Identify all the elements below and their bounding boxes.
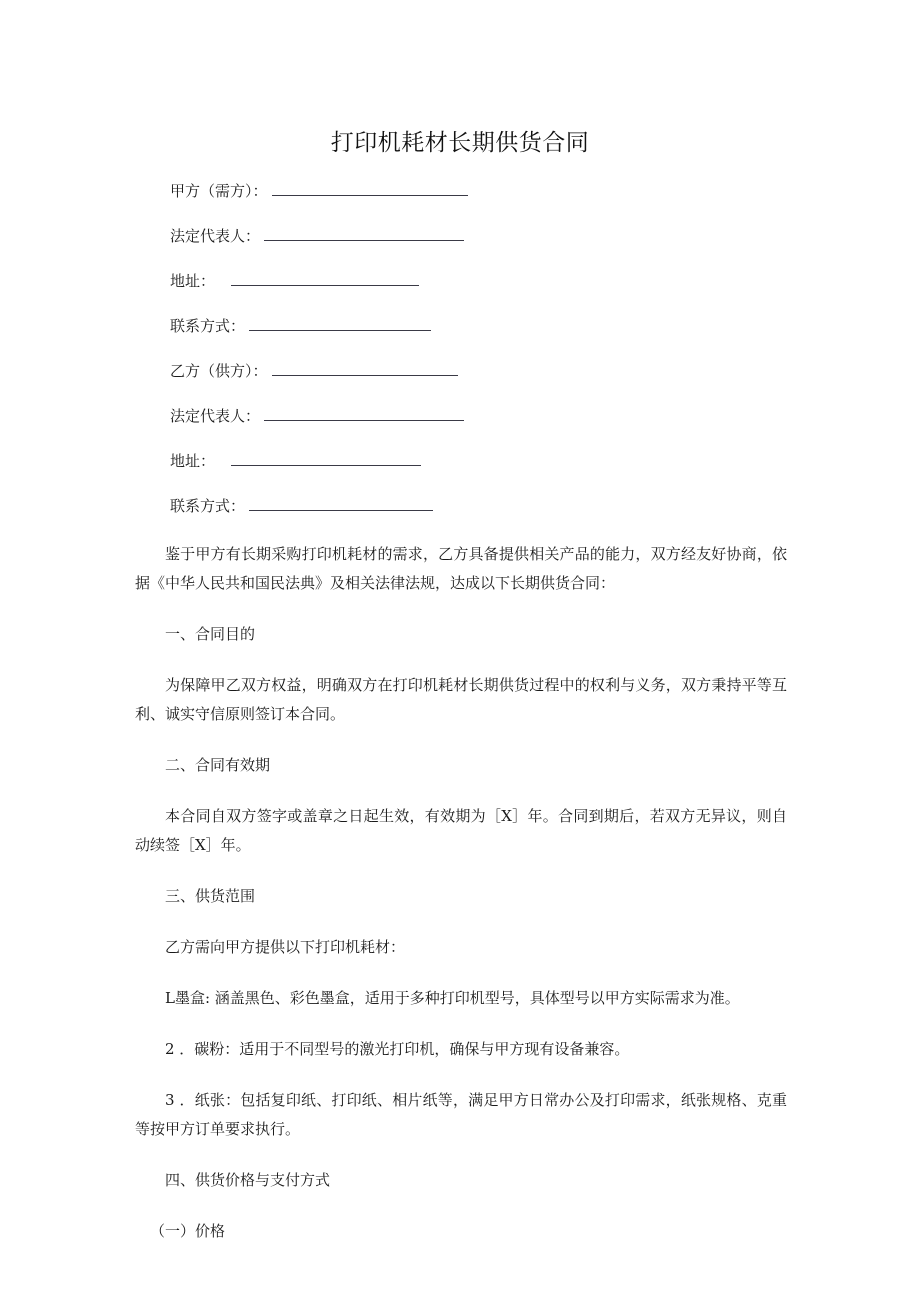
section-body-2: 本合同自双方签字或盖章之日起生效，有效期为［X］年。合同到期后，若双方无异议，则自动续签［X］年。 [135, 807, 787, 854]
fill-in-blank[interactable] [264, 405, 464, 421]
preamble-paragraph: 鉴于甲方有长期采购打印机耗材的需求，乙方具备提供相关产品的能力，双方经友好协商，依据《中华人民共和国民法典》及相关法律法规，达成以下长期供货合同： [135, 545, 787, 592]
party-information-fields [170, 180, 790, 540]
field-label: 法定代表人： [170, 407, 261, 425]
fill-in-blank[interactable] [272, 180, 468, 196]
spacer [135, 729, 787, 751]
field-row-party-a-name [170, 180, 790, 225]
section-heading-3: 三、供货范围 [165, 887, 256, 905]
supply-item-2: 2 ．碳粉：适用于不同型号的激光打印机，确保与甲方现有设备兼容。 [165, 1040, 630, 1058]
spacer [135, 1144, 787, 1166]
field-label: 地址： [170, 272, 216, 290]
fill-in-blank[interactable] [272, 360, 458, 376]
spacer [135, 1195, 787, 1217]
supply-item-1: L墨盒: 涵盖黑色、彩色墨盒，适用于多种打印机型号，具体型号以甲方实际需求为准。 [165, 989, 740, 1007]
spacer [135, 598, 787, 620]
contract-body [135, 540, 787, 1246]
section-heading-2: 二、合同有效期 [165, 756, 271, 774]
field-label: 联系方式： [170, 317, 246, 335]
spacer [135, 911, 787, 933]
field-row-party-b-name [170, 360, 790, 405]
supply-item-3: 3 ．纸张：包括复印纸、打印纸、相片纸等，满足甲方日常办公及打印需求，纸张规格、克重等按甲方订单要求执行。 [135, 1091, 787, 1138]
field-label: 法定代表人： [170, 227, 261, 245]
fill-in-blank[interactable] [264, 225, 464, 241]
fill-in-blank[interactable] [231, 270, 419, 286]
spacer [135, 1013, 787, 1035]
spacer [135, 962, 787, 984]
section-3-intro: 乙方需向甲方提供以下打印机耗材： [165, 938, 406, 956]
spacer [135, 649, 787, 671]
field-row-party-a-address [170, 270, 790, 315]
fill-in-blank[interactable] [249, 315, 431, 331]
spacer [135, 860, 787, 882]
field-label: 乙方（供方）： [170, 362, 268, 380]
field-row-party-b-contact [170, 495, 790, 540]
field-row-party-b-representative [170, 405, 790, 450]
field-row-party-b-address [170, 450, 790, 495]
section-heading-4: 四、供货价格与支付方式 [165, 1171, 331, 1189]
section-4-subheading-1: （一）价格 [150, 1222, 226, 1240]
fill-in-blank[interactable] [249, 495, 433, 511]
fill-in-blank[interactable] [231, 450, 421, 466]
spacer [135, 780, 787, 802]
section-heading-1: 一、合同目的 [165, 625, 256, 643]
field-label: 地址： [170, 452, 216, 470]
field-label: 甲方（需方）： [170, 182, 268, 200]
field-row-party-a-contact [170, 315, 790, 360]
field-label: 联系方式： [170, 497, 246, 515]
section-body-1: 为保障甲乙双方权益，明确双方在打印机耗材长期供货过程中的权利与义务，双方秉持平等互利、诚实守信原则签订本合同。 [135, 676, 787, 723]
page-title: 打印机耗材长期供货合同 [330, 130, 590, 156]
field-row-party-a-representative [170, 225, 790, 270]
spacer [135, 1064, 787, 1086]
